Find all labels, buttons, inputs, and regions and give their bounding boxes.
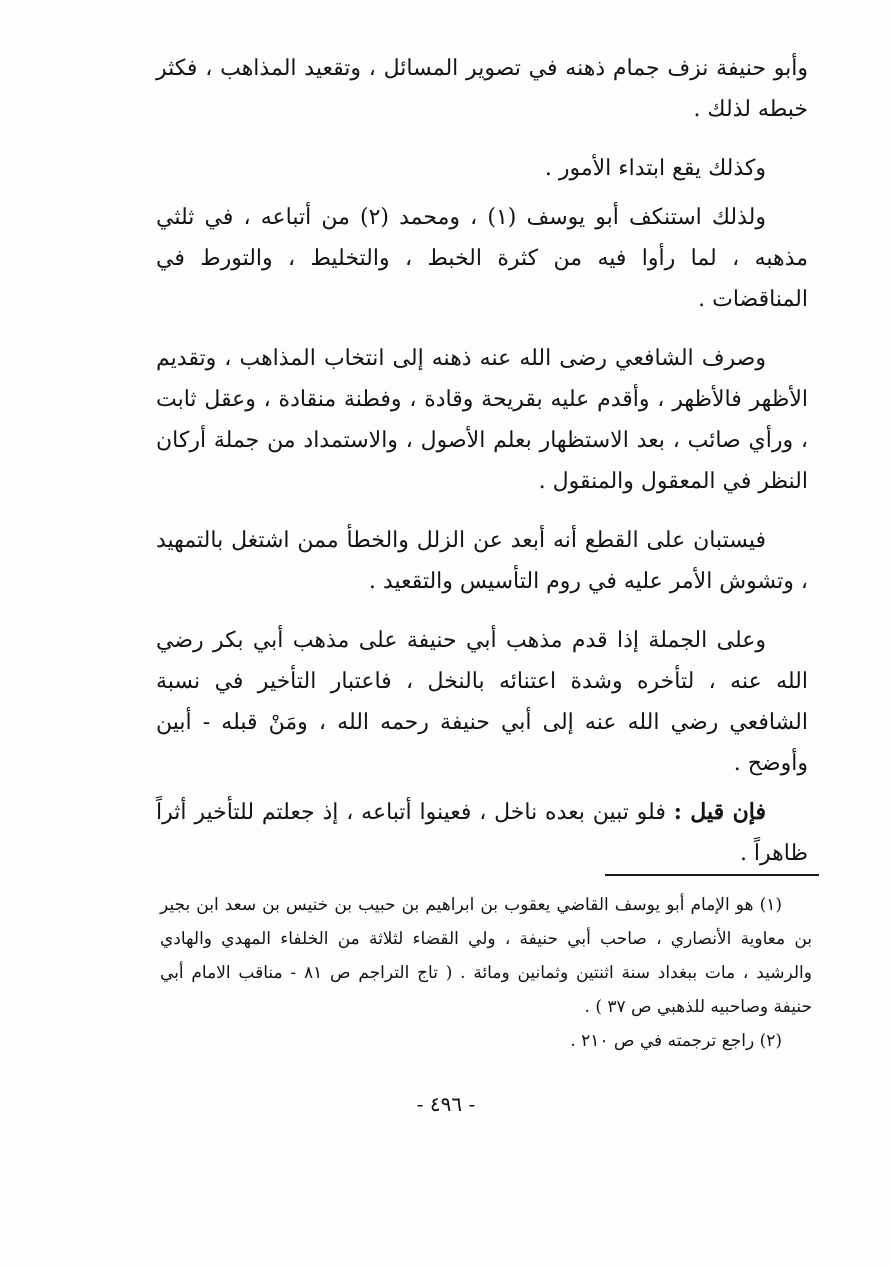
- paragraph-beginnings: [156, 148, 808, 189]
- paragraph-text: فلو تبين بعده ناخل ، فعينوا أتباعه ، إذ جعلتم للتأخير أثراً ظاهراً .: [156, 800, 808, 866]
- paragraph-abu-hanifa: [156, 48, 808, 130]
- main-text: [156, 48, 808, 874]
- paragraph-text: وأبو حنيفة نزف جمام ذهنه في تصوير المسائل ، وتقعيد المذاهب ، فكثر خبطه لذلك .: [156, 56, 808, 122]
- page-number: - ٤٩٦ -: [416, 1092, 476, 1116]
- paragraph-objection: [156, 792, 808, 874]
- paragraph-text: وعلى الجملة إذا قدم مذهب أبي حنيفة على مذهب أبي بكر رضي الله عنه ، لتأخره وشدة اعتنائه بالنخل ، فاعتبار التأخير في نسبة الشافعي رضي الله عنه إلى أبي حنيفة رحمه الله ، ومَنْ قبله - أبين وأوضح .: [156, 628, 808, 776]
- paragraph-summary: [156, 620, 808, 784]
- paragraph-shafii: [156, 338, 808, 502]
- paragraph-text: ولذلك استنكف أبو يوسف (١) ، ومحمد (٢) من أتباعه ، في ثلثي مذهبه ، لما رأوا فيه من كثرة الخبط ، والتخليط ، والتورط في المناقضات .: [156, 205, 808, 312]
- paragraph-lead: فإن قيل :: [673, 799, 767, 825]
- footnote-2: [160, 1024, 812, 1058]
- paragraph-text: وكذلك يقع ابتداء الأمور .: [544, 156, 766, 181]
- footnote-divider: [605, 874, 819, 876]
- footnotes: [160, 888, 812, 1058]
- paragraph-followers: [156, 197, 808, 320]
- paragraph-certainty: [156, 520, 808, 602]
- paragraph-text: وصرف الشافعي رضى الله عنه ذهنه إلى انتخاب المذاهب ، وتقديم الأظهر فالأظهر ، وأقدم عليه بقريحة وقادة ، وفطنة منقادة ، وعقل ثابت ، ورأي صائب ، بعد الاستظهار بعلم الأصول ، والاستمداد من جملة أركان النظر في المعقول والمنقول .: [156, 346, 808, 494]
- paragraph-text: فيستبان على القطع أنه أبعد عن الزلل والخطأ ممن اشتغل بالتمهيد ، وتشوش الأمر عليه في روم التأسيس والتقعيد .: [156, 528, 808, 594]
- footnote-text: (٢) راجع ترجمته في ص ٢١٠ .: [570, 1031, 782, 1051]
- footnote-1: [160, 888, 812, 1024]
- footnote-text: (١) هو الإمام أبو يوسف القاضي يعقوب بن ابراهيم بن حبيب بن خنيس بن سعد ابن بجير بن معاوية الأنصاري ، صاحب أبي حنيفة ، ولي القضاء لثلاثة من الخلفاء المهدي والهادي والرشيد ، مات ببغداد سنة اثنتين وثمانين ومائة . ( تاج التراجم ص ٨١ - مناقب الامام أبي حنيفة وصاحبيه للذهبي ص ٣٧ ) .: [160, 895, 812, 1017]
